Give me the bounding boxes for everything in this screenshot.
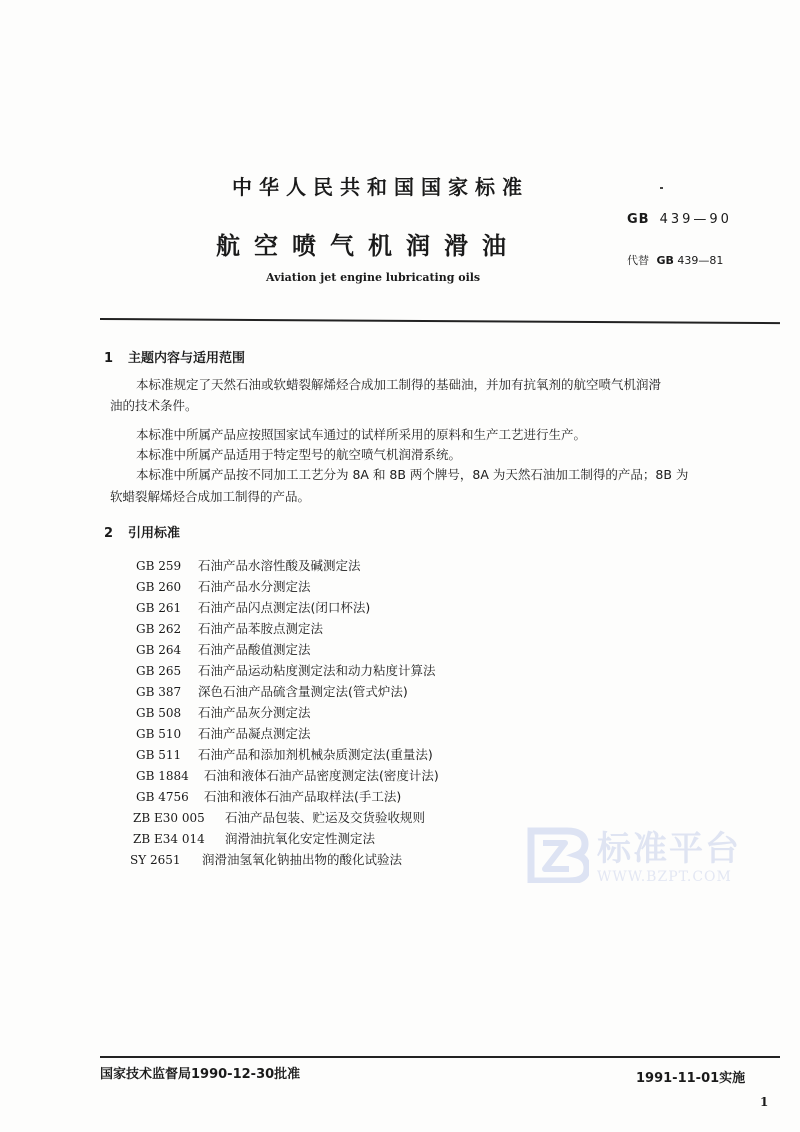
reference-item bbox=[136, 703, 311, 721]
paragraph: 本标准中所属产品应按照国家试车通过的试样所采用的原料和生产工艺进行生产。 bbox=[136, 427, 587, 442]
reference-item bbox=[136, 724, 311, 742]
standard-prefix: GB bbox=[627, 212, 650, 227]
reference-code: SY 2651 bbox=[130, 853, 181, 867]
reference-code: GB 387 bbox=[136, 685, 182, 699]
reference-title: 石油产品闪点测定法(闭口杯法) bbox=[198, 600, 371, 615]
reference-item bbox=[136, 619, 323, 637]
reference-title: 石油产品水分测定法 bbox=[198, 579, 311, 594]
reference-code: GB 259 bbox=[136, 559, 182, 573]
reference-title: 石油产品包装、贮运及交货验收规则 bbox=[225, 810, 426, 825]
reference-code: GB 261 bbox=[136, 601, 182, 615]
reference-item bbox=[136, 787, 401, 805]
reference-code: ZB E34 014 bbox=[133, 832, 205, 846]
section-number: 2 bbox=[104, 526, 114, 541]
reference-title: 石油和液体石油产品密度测定法(密度计法) bbox=[204, 768, 439, 783]
header-divider bbox=[100, 318, 780, 324]
reference-item bbox=[136, 766, 439, 784]
reference-title: 石油产品运动粘度测定法和动力粘度计算法 bbox=[198, 663, 436, 678]
national-standard-heading: 中华人民共和国国家标准 bbox=[232, 175, 529, 199]
reference-item bbox=[133, 829, 375, 847]
reference-title: 石油和液体石油产品取样法(手工法) bbox=[204, 789, 402, 804]
paragraph: 本标准中所属产品适用于特定型号的航空喷气机润滑系统。 bbox=[136, 447, 462, 462]
reference-item bbox=[130, 850, 402, 868]
replaces-prefix: GB bbox=[656, 254, 674, 267]
reference-title: 石油产品凝点测定法 bbox=[198, 726, 311, 741]
reference-title: 石油产品水溶性酸及碱测定法 bbox=[198, 558, 361, 573]
reference-title: 石油产品酸值测定法 bbox=[198, 642, 311, 657]
section-title: 引用标准 bbox=[128, 526, 181, 541]
reference-code: GB 262 bbox=[136, 622, 182, 636]
reference-code: GB 508 bbox=[136, 706, 182, 720]
reference-code: GB 1884 bbox=[136, 769, 189, 783]
watermark bbox=[527, 827, 741, 887]
paragraph-continuation: 油的技术条件。 bbox=[110, 398, 198, 413]
watermark-url: WWW.BZPT.COM bbox=[597, 869, 732, 885]
reference-title: 润滑油氢氧化钠抽出物的酸化试验法 bbox=[202, 852, 403, 867]
section-1-heading bbox=[104, 347, 245, 366]
standard-number bbox=[627, 212, 732, 227]
replaces-standard bbox=[627, 252, 723, 268]
footer-divider bbox=[100, 1056, 780, 1058]
scan-speck bbox=[660, 187, 663, 189]
effective-date: 1991-11-01实施 bbox=[636, 1071, 746, 1086]
section-title: 主题内容与适用范围 bbox=[128, 351, 246, 366]
paragraph: 本标准规定了天然石油或软蜡裂解烯烃合成加工制得的基础油，并加有抗氧剂的航空喷气机润滑 bbox=[136, 377, 662, 392]
approval-date: 国家技术监督局1990-12-30批准 bbox=[100, 1067, 301, 1082]
reference-item bbox=[136, 661, 436, 679]
reference-code: ZB E30 005 bbox=[133, 811, 205, 825]
reference-title: 润滑油抗氧化安定性测定法 bbox=[225, 831, 376, 846]
paragraph-continuation: 软蜡裂解烯烃合成加工制得的产品。 bbox=[110, 489, 311, 504]
reference-item bbox=[136, 598, 370, 616]
bzpt-logo-icon bbox=[527, 827, 589, 883]
reference-item bbox=[136, 640, 311, 658]
page-number: 1 bbox=[760, 1095, 769, 1109]
replaces-number: 439—81 bbox=[677, 254, 724, 267]
section-number: 1 bbox=[104, 351, 114, 366]
reference-title: 石油产品苯胺点测定法 bbox=[198, 621, 324, 636]
reference-code: GB 511 bbox=[136, 748, 182, 762]
watermark-text: 标准平台 bbox=[597, 829, 741, 869]
reference-code: GB 260 bbox=[136, 580, 182, 594]
standard-number-value: 439—90 bbox=[659, 212, 732, 227]
document-title-cn: 航空喷气机润滑油 bbox=[216, 232, 520, 260]
reference-title: 石油产品和添加剂机械杂质测定法(重量法) bbox=[198, 747, 433, 762]
replaces-label: 代替 bbox=[627, 254, 649, 267]
document-title-en: Aviation jet engine lubricating oils bbox=[266, 271, 481, 284]
reference-code: GB 4756 bbox=[136, 790, 189, 804]
reference-item bbox=[136, 577, 311, 595]
section-2-heading bbox=[104, 522, 180, 541]
reference-code: GB 264 bbox=[136, 643, 182, 657]
reference-item bbox=[136, 745, 433, 763]
reference-code: GB 510 bbox=[136, 727, 182, 741]
reference-item bbox=[133, 808, 425, 826]
reference-title: 石油产品灰分测定法 bbox=[198, 705, 311, 720]
reference-item bbox=[136, 556, 361, 574]
reference-item bbox=[136, 682, 408, 700]
reference-title: 深色石油产品硫含量测定法(管式炉法) bbox=[198, 684, 408, 699]
paragraph: 本标准中所属产品按不同加工工艺分为 8A 和 8B 两个牌号，8A 为天然石油加工制得的产品；8B 为 bbox=[136, 467, 689, 482]
reference-code: GB 265 bbox=[136, 664, 182, 678]
